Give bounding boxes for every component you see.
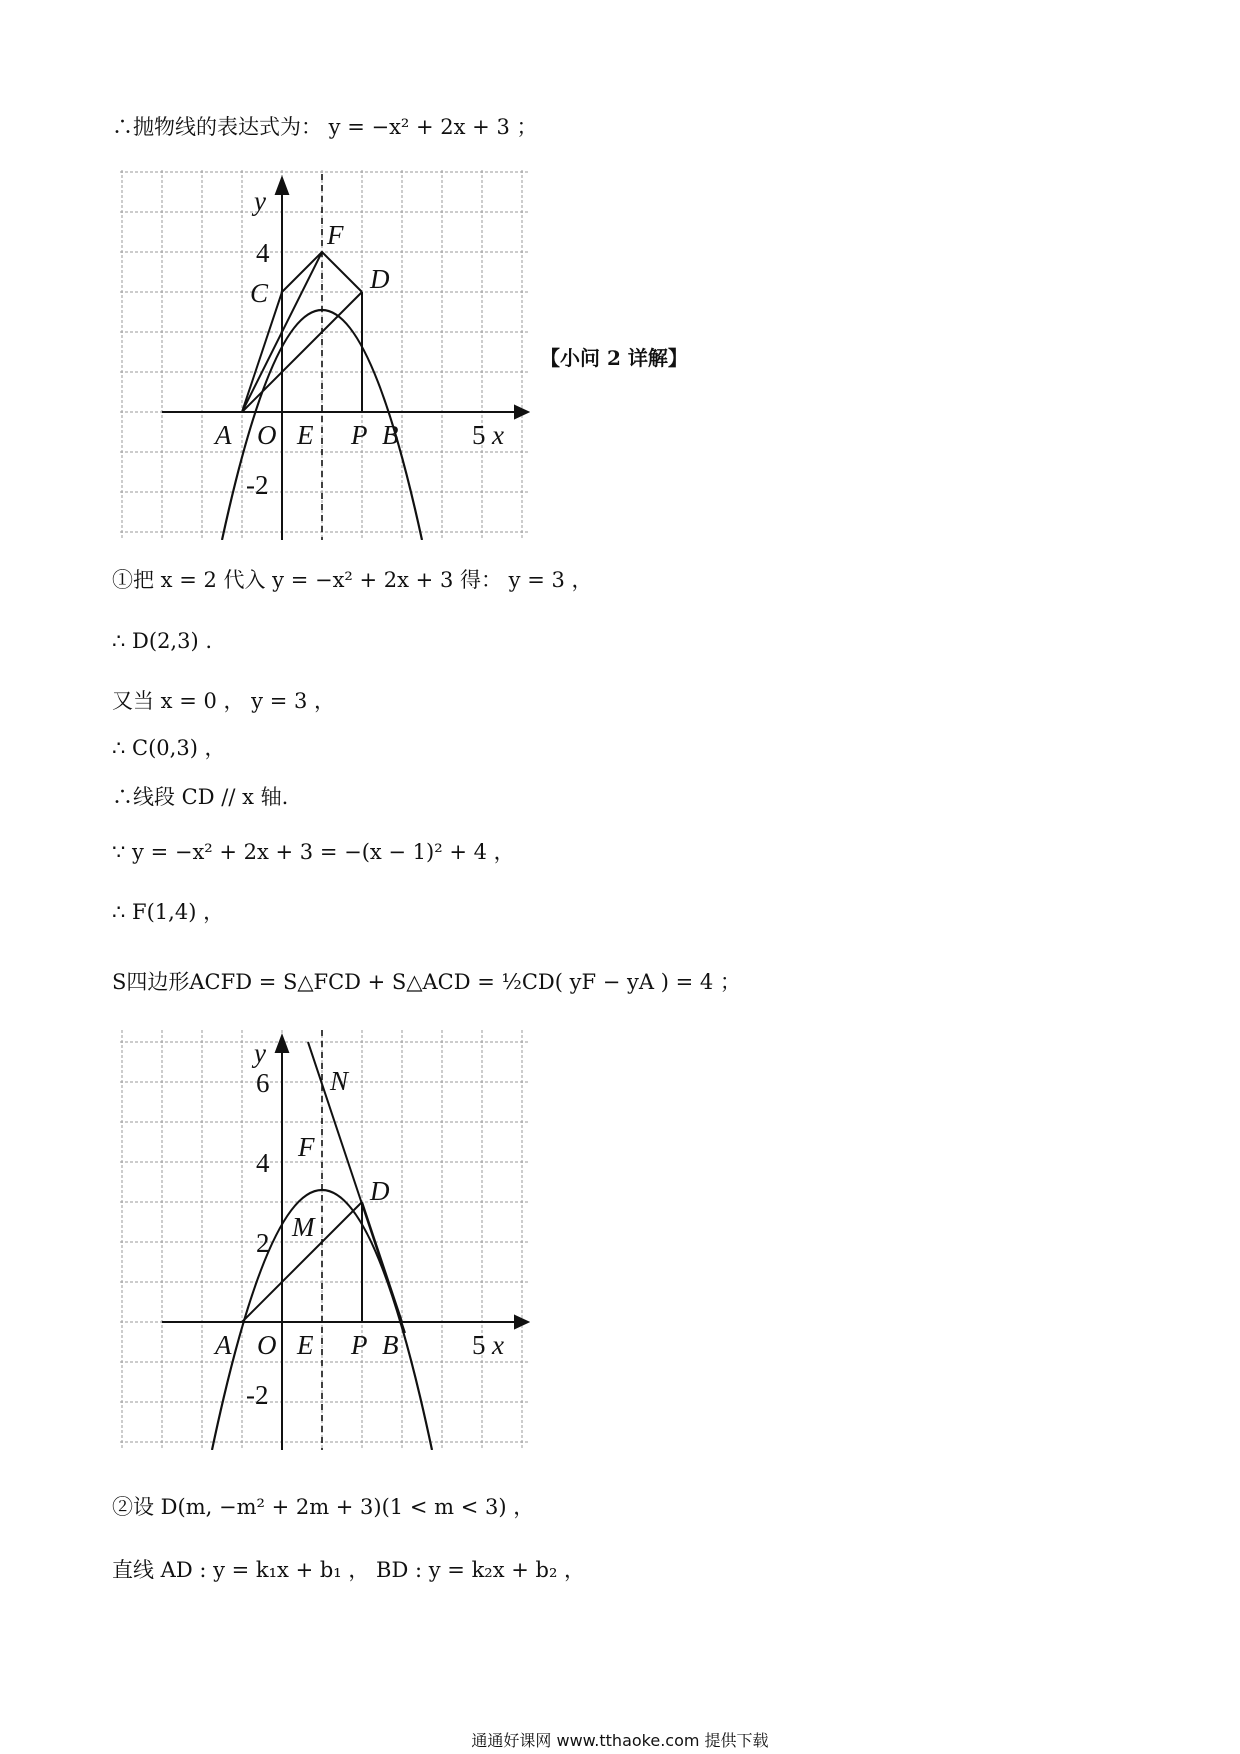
svg-text:D: D [370,1176,390,1206]
step-4: ∴ C(0,3) ， [112,736,226,760]
step-8-area: S四边形ACFD = S△FCD + S△ACD = ½CD( yF − yA ) = 4 ； [112,970,741,994]
step-10: 直线 AD : y = k₁x + b₁ ， BD : y = k₂x + b₂ ， [112,1558,586,1582]
svg-text:P: P [351,1330,368,1360]
svg-text:C: C [250,278,269,308]
svg-text:O: O [257,420,277,450]
svg-text:5: 5 [472,420,486,450]
svg-text:x: x [492,1330,504,1360]
svg-text:-2: -2 [246,1380,269,1410]
svg-text:x: x [492,420,504,450]
svg-text:4: 4 [256,1148,270,1178]
step-6: ∵ y = −x² + 2x + 3 = −(x − 1)² + 4 ， [112,840,515,864]
svg-text:A: A [215,420,232,450]
svg-text:F: F [327,220,344,250]
svg-text:6: 6 [256,1068,270,1098]
svg-text:B: B [382,1330,399,1360]
step-2: ∴ D(2,3) . [112,629,213,653]
svg-text:y: y [254,186,266,216]
svg-text:5: 5 [472,1330,486,1360]
svg-text:F: F [298,1132,315,1162]
svg-text:A: A [215,1330,232,1360]
step-1: ①把 x = 2 代入 y = −x² + 2x + 3 得： y = 3 ， [112,568,593,592]
subquestion-2-label: 【小问 2 详解】 [540,346,688,370]
step-5: ∴线段 CD // x 轴. [112,785,289,809]
step-7: ∴ F(1,4) ， [112,900,225,924]
svg-text:N: N [330,1066,349,1096]
svg-text:D: D [370,264,390,294]
svg-text:-2: -2 [246,470,269,500]
svg-text:y: y [254,1038,266,1068]
step-9: ②设 D(m, −m² + 2m + 3)(1 < m < 3) ， [112,1495,535,1519]
parabola-figure-2 [120,1030,530,1450]
svg-text:E: E [297,420,314,450]
svg-text:E: E [297,1330,314,1360]
parabola-figure-1 [120,170,530,540]
svg-text:4: 4 [256,238,270,268]
svg-text:B: B [382,420,399,450]
svg-text:O: O [257,1330,277,1360]
svg-text:2: 2 [256,1228,270,1258]
step-3: 又当 x = 0 ， y = 3 ， [112,689,336,713]
footer-text: 通通好课网 www.tthaoke.com 提供下载 [471,1731,769,1750]
svg-text:M: M [292,1212,315,1242]
expression-line: ∴抛物线的表达式为： y = −x² + 2x + 3 ； [112,115,538,139]
svg-text:P: P [351,420,368,450]
